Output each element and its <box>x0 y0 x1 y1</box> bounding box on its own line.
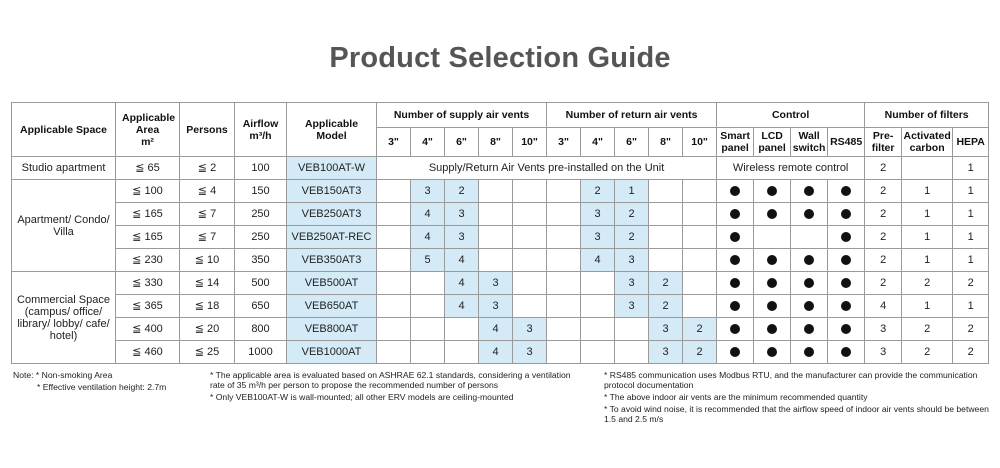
model-cell: VEB250AT-REC <box>287 226 377 249</box>
model-cell: VEB350AT3 <box>287 249 377 272</box>
airflow-cell: 650 <box>235 295 287 318</box>
supply-vent-cell <box>479 249 513 272</box>
control-cell <box>828 226 865 249</box>
table-row <box>12 341 989 364</box>
supply-vent-cell <box>513 249 547 272</box>
header-line: filter <box>871 142 895 155</box>
supported-dot-icon <box>767 324 777 334</box>
supported-dot-icon <box>730 278 740 288</box>
supported-dot-icon <box>767 301 777 311</box>
control-col-header <box>717 128 754 157</box>
supported-dot-icon <box>804 209 814 219</box>
supported-dot-icon <box>804 278 814 288</box>
header-line: Smart <box>720 130 750 143</box>
control-cell <box>754 180 791 203</box>
supported-dot-icon <box>841 278 851 288</box>
return-vent-cell <box>547 295 581 318</box>
supported-dot-icon <box>804 186 814 196</box>
control-cell <box>828 341 865 364</box>
header-applicable-space: Applicable Space <box>12 103 116 157</box>
return-vent-cell: 3 <box>615 249 649 272</box>
header-airflow <box>235 103 287 157</box>
note-line: * The applicable area is evaluated based on ASHRAE 62.1 standards, considering a ventilation rate of 35 m³/h per person to propose the recommended number of persons <box>210 370 571 390</box>
control-cell <box>828 295 865 318</box>
header-line: LCD <box>761 130 783 143</box>
return-vent-cell <box>547 180 581 203</box>
return-vent-cell: 2 <box>683 341 717 364</box>
return-vent-cell: 2 <box>649 272 683 295</box>
filter-cell: 1 <box>902 180 953 203</box>
filter-cell: 1 <box>902 249 953 272</box>
model-cell: VEB650AT <box>287 295 377 318</box>
return-vent-cell: 4 <box>581 249 615 272</box>
supported-dot-icon <box>730 255 740 265</box>
supported-dot-icon <box>804 347 814 357</box>
note-line: * The above indoor air vents are the minimum recommended quantity <box>604 392 868 402</box>
return-vent-cell: 3 <box>581 226 615 249</box>
supply-vent-cell <box>445 341 479 364</box>
control-col-header <box>754 128 791 157</box>
supply-vent-cell <box>377 249 411 272</box>
supported-dot-icon <box>730 232 740 242</box>
table-row <box>12 203 989 226</box>
supported-dot-icon <box>804 255 814 265</box>
supply-vent-cell <box>377 226 411 249</box>
persons-cell: ≦ 14 <box>180 272 235 295</box>
supply-vent-cell <box>411 295 445 318</box>
header-model-label: Applicable Model <box>304 117 359 142</box>
header-line: RS485 <box>830 136 863 149</box>
filter-cell: 3 <box>865 341 902 364</box>
filter-cell: 1 <box>902 203 953 226</box>
return-vent-size-header: 8" <box>649 128 683 157</box>
supply-vent-cell <box>377 180 411 203</box>
control-cell <box>717 226 754 249</box>
control-cell <box>717 203 754 226</box>
supply-vent-cell: 4 <box>445 249 479 272</box>
control-cell <box>828 318 865 341</box>
return-vent-cell <box>649 226 683 249</box>
return-vent-cell: 3 <box>615 295 649 318</box>
supported-dot-icon <box>730 186 740 196</box>
filter-cell: 1 <box>902 295 953 318</box>
supported-dot-icon <box>730 324 740 334</box>
control-cell <box>828 272 865 295</box>
return-vent-cell <box>683 226 717 249</box>
control-cell <box>791 203 828 226</box>
supply-vent-size-header: 6" <box>445 128 479 157</box>
supply-vent-cell: 3 <box>479 295 513 318</box>
return-vent-cell: 1 <box>615 180 649 203</box>
supply-vent-size-header: 3" <box>377 128 411 157</box>
persons-cell: ≦ 2 <box>180 157 235 180</box>
supply-vent-cell: 3 <box>445 203 479 226</box>
control-cell <box>791 180 828 203</box>
supply-vent-size-header: 8" <box>479 128 513 157</box>
filter-cell: 1 <box>953 157 989 180</box>
header-line: panel <box>721 142 749 155</box>
model-cell: VEB100AT-W <box>287 157 377 180</box>
return-vent-cell <box>547 272 581 295</box>
supported-dot-icon <box>804 301 814 311</box>
filter-cell: 2 <box>902 341 953 364</box>
note-line: Note: * Non-smoking Area <box>13 370 113 380</box>
applicable-space-cell: Apartment/ Condo/ Villa <box>12 180 116 272</box>
return-vent-cell: 2 <box>683 318 717 341</box>
return-vent-cell: 3 <box>581 203 615 226</box>
filter-cell: 2 <box>953 341 989 364</box>
supply-vent-cell <box>377 272 411 295</box>
area-cell: ≦ 100 <box>116 180 180 203</box>
persons-cell: ≦ 10 <box>180 249 235 272</box>
return-vent-cell <box>547 341 581 364</box>
supported-dot-icon <box>767 186 777 196</box>
airflow-cell: 500 <box>235 272 287 295</box>
header-filters: Number of filters <box>865 103 989 128</box>
control-cell <box>828 180 865 203</box>
area-cell: ≦ 65 <box>116 157 180 180</box>
supply-vent-cell: 3 <box>479 272 513 295</box>
wireless-control-cell: Wireless remote control <box>717 157 865 180</box>
filter-cell: 2 <box>865 249 902 272</box>
area-cell: ≦ 330 <box>116 272 180 295</box>
model-cell: VEB150AT3 <box>287 180 377 203</box>
supply-vent-cell: 4 <box>445 272 479 295</box>
airflow-cell: 250 <box>235 203 287 226</box>
notes-column-2 <box>210 370 585 404</box>
supported-dot-icon <box>841 301 851 311</box>
table-row <box>12 295 989 318</box>
return-vent-cell: 3 <box>649 318 683 341</box>
control-col-header <box>791 128 828 157</box>
supported-dot-icon <box>841 255 851 265</box>
control-cell <box>754 318 791 341</box>
filter-col-header <box>865 128 902 157</box>
supply-vent-cell <box>479 180 513 203</box>
supported-dot-icon <box>730 347 740 357</box>
note-line: * Only VEB100AT-W is wall-mounted; all other ERV models are ceiling-mounted <box>210 392 514 402</box>
control-cell <box>791 295 828 318</box>
filter-cell: 2 <box>865 272 902 295</box>
airflow-cell: 1000 <box>235 341 287 364</box>
persons-cell: ≦ 25 <box>180 341 235 364</box>
return-vent-cell <box>581 295 615 318</box>
supply-vent-cell <box>411 318 445 341</box>
airflow-cell: 800 <box>235 318 287 341</box>
header-line: switch <box>792 142 826 155</box>
supply-vent-cell <box>513 272 547 295</box>
control-cell <box>754 203 791 226</box>
filter-cell: 3 <box>865 318 902 341</box>
header-control: Control <box>717 103 865 128</box>
supply-vent-cell <box>513 180 547 203</box>
control-cell <box>754 295 791 318</box>
supported-dot-icon <box>804 324 814 334</box>
supply-vent-cell: 4 <box>479 318 513 341</box>
airflow-cell: 100 <box>235 157 287 180</box>
supply-vent-cell <box>377 295 411 318</box>
return-vent-cell <box>683 272 717 295</box>
filter-cell: 2 <box>902 272 953 295</box>
model-cell: VEB500AT <box>287 272 377 295</box>
filter-cell: 2 <box>865 226 902 249</box>
control-cell <box>754 341 791 364</box>
supported-dot-icon <box>767 347 777 357</box>
note-line: * To avoid wind noise, it is recommended that the airflow speed of indoor air vents should be between 1.5 and 2.5 m/s <box>604 404 989 424</box>
control-cell <box>717 180 754 203</box>
return-vent-cell <box>615 341 649 364</box>
control-cell <box>828 203 865 226</box>
return-vent-cell <box>683 295 717 318</box>
header-line: Activated <box>903 130 951 143</box>
return-vent-cell <box>615 318 649 341</box>
return-vent-cell: 3 <box>649 341 683 364</box>
return-vent-cell <box>649 180 683 203</box>
header-applicable-model <box>287 103 377 157</box>
airflow-cell: 250 <box>235 226 287 249</box>
area-cell: ≦ 165 <box>116 226 180 249</box>
supply-vent-cell <box>479 203 513 226</box>
supply-vent-cell: 2 <box>445 180 479 203</box>
return-vent-cell <box>649 249 683 272</box>
applicable-space-cell: Studio apartment <box>12 157 116 180</box>
supported-dot-icon <box>730 209 740 219</box>
supported-dot-icon <box>767 255 777 265</box>
supply-vent-cell <box>513 203 547 226</box>
notes-column-1 <box>13 370 203 394</box>
table-row <box>12 157 989 180</box>
supply-vent-cell: 3 <box>513 318 547 341</box>
supply-vent-cell: 4 <box>479 341 513 364</box>
return-vent-cell: 2 <box>615 226 649 249</box>
header-line: Pre- <box>872 130 894 143</box>
header-area-label: Applicable Area <box>122 111 176 136</box>
header-area-unit: m² <box>141 135 154 148</box>
supply-vent-cell: 3 <box>513 341 547 364</box>
header-airflow-label: Airflow <box>242 117 279 130</box>
control-cell <box>717 249 754 272</box>
supply-vent-size-header: 4" <box>411 128 445 157</box>
persons-cell: ≦ 20 <box>180 318 235 341</box>
return-vent-cell: 3 <box>615 272 649 295</box>
control-cell <box>791 226 828 249</box>
return-vent-size-header: 4" <box>581 128 615 157</box>
supply-vent-cell <box>377 203 411 226</box>
control-cell <box>717 272 754 295</box>
supply-vent-cell: 5 <box>411 249 445 272</box>
return-vent-size-header: 3" <box>547 128 581 157</box>
return-vent-cell <box>581 341 615 364</box>
return-vent-cell <box>547 226 581 249</box>
header-airflow-unit: m³/h <box>249 129 272 142</box>
return-vent-cell: 2 <box>649 295 683 318</box>
filter-cell: 1 <box>902 226 953 249</box>
supply-vent-cell <box>377 318 411 341</box>
page-title: Product Selection Guide <box>329 42 671 74</box>
supported-dot-icon <box>841 232 851 242</box>
return-vent-cell <box>547 249 581 272</box>
filter-cell: 2 <box>865 203 902 226</box>
vents-preinstalled-cell: Supply/Return Air Vents pre-installed on the Unit <box>377 157 717 180</box>
control-cell <box>754 226 791 249</box>
filter-cell: 2 <box>953 318 989 341</box>
table-row <box>12 318 989 341</box>
filter-cell: 2 <box>865 157 902 180</box>
return-vent-cell <box>649 203 683 226</box>
control-cell <box>754 249 791 272</box>
filter-cell: 2 <box>902 318 953 341</box>
filter-cell: 2 <box>953 272 989 295</box>
supply-vent-cell <box>411 341 445 364</box>
area-cell: ≦ 230 <box>116 249 180 272</box>
supply-vent-cell: 4 <box>411 203 445 226</box>
control-col-header <box>828 128 865 157</box>
supply-vent-cell: 3 <box>445 226 479 249</box>
supply-vent-cell <box>513 295 547 318</box>
control-cell <box>791 272 828 295</box>
table-row <box>12 226 989 249</box>
control-cell <box>754 272 791 295</box>
header-line: Wall <box>798 130 820 143</box>
area-cell: ≦ 365 <box>116 295 180 318</box>
filter-col-header <box>902 128 953 157</box>
note-line: * RS485 communication uses Modbus RTU, and the manufacturer can provide the communication protocol documentation <box>604 370 978 390</box>
header-line: panel <box>758 142 786 155</box>
supply-vent-cell <box>479 226 513 249</box>
airflow-cell: 350 <box>235 249 287 272</box>
persons-cell: ≦ 7 <box>180 203 235 226</box>
notes-column-3 <box>604 370 989 426</box>
header-line: carbon <box>909 142 945 155</box>
supported-dot-icon <box>841 209 851 219</box>
return-vent-cell <box>547 203 581 226</box>
control-cell <box>791 249 828 272</box>
header-return-vents: Number of return air vents <box>547 103 717 128</box>
control-cell <box>791 318 828 341</box>
area-cell: ≦ 400 <box>116 318 180 341</box>
note-line: * Effective ventilation height: 2.7m <box>37 382 167 392</box>
airflow-cell: 150 <box>235 180 287 203</box>
filter-cell: 1 <box>953 180 989 203</box>
supply-vent-cell <box>445 318 479 341</box>
model-cell: VEB1000AT <box>287 341 377 364</box>
supply-vent-cell: 4 <box>445 295 479 318</box>
header-line: HEPA <box>956 136 985 149</box>
area-cell: ≦ 460 <box>116 341 180 364</box>
applicable-space-cell: Commercial Space (campus/ office/ library/ lobby/ cafe/ hotel) <box>12 272 116 364</box>
area-cell: ≦ 165 <box>116 203 180 226</box>
supply-vent-cell: 3 <box>411 180 445 203</box>
header-supply-vents: Number of supply air vents <box>377 103 547 128</box>
return-vent-cell <box>581 272 615 295</box>
return-vent-size-header: 6" <box>615 128 649 157</box>
supported-dot-icon <box>730 301 740 311</box>
supported-dot-icon <box>841 186 851 196</box>
return-vent-cell <box>683 249 717 272</box>
filter-cell <box>902 157 953 180</box>
supported-dot-icon <box>767 209 777 219</box>
control-cell <box>717 295 754 318</box>
filter-cell: 2 <box>865 180 902 203</box>
return-vent-cell <box>581 318 615 341</box>
filter-cell: 4 <box>865 295 902 318</box>
filter-cell: 1 <box>953 226 989 249</box>
product-selection-table <box>11 102 989 364</box>
supply-vent-cell <box>377 341 411 364</box>
table-row <box>12 272 989 295</box>
return-vent-cell <box>683 180 717 203</box>
return-vent-cell: 2 <box>615 203 649 226</box>
filter-cell: 1 <box>953 249 989 272</box>
supply-vent-cell <box>513 226 547 249</box>
persons-cell: ≦ 7 <box>180 226 235 249</box>
filter-cell: 1 <box>953 295 989 318</box>
filter-col-header <box>953 128 989 157</box>
return-vent-cell: 2 <box>581 180 615 203</box>
model-cell: VEB800AT <box>287 318 377 341</box>
persons-cell: ≦ 4 <box>180 180 235 203</box>
header-applicable-area <box>116 103 180 157</box>
table-row <box>12 180 989 203</box>
header-persons: Persons <box>180 103 235 157</box>
return-vent-cell <box>547 318 581 341</box>
control-cell <box>791 341 828 364</box>
supply-vent-cell <box>411 272 445 295</box>
supply-vent-cell: 4 <box>411 226 445 249</box>
return-vent-cell <box>683 203 717 226</box>
control-cell <box>717 341 754 364</box>
supported-dot-icon <box>767 278 777 288</box>
filter-cell: 1 <box>953 203 989 226</box>
supported-dot-icon <box>841 347 851 357</box>
table-row <box>12 249 989 272</box>
model-cell: VEB250AT3 <box>287 203 377 226</box>
supply-vent-size-header: 10" <box>513 128 547 157</box>
supported-dot-icon <box>841 324 851 334</box>
control-cell <box>717 318 754 341</box>
return-vent-size-header: 10" <box>683 128 717 157</box>
control-cell <box>828 249 865 272</box>
persons-cell: ≦ 18 <box>180 295 235 318</box>
